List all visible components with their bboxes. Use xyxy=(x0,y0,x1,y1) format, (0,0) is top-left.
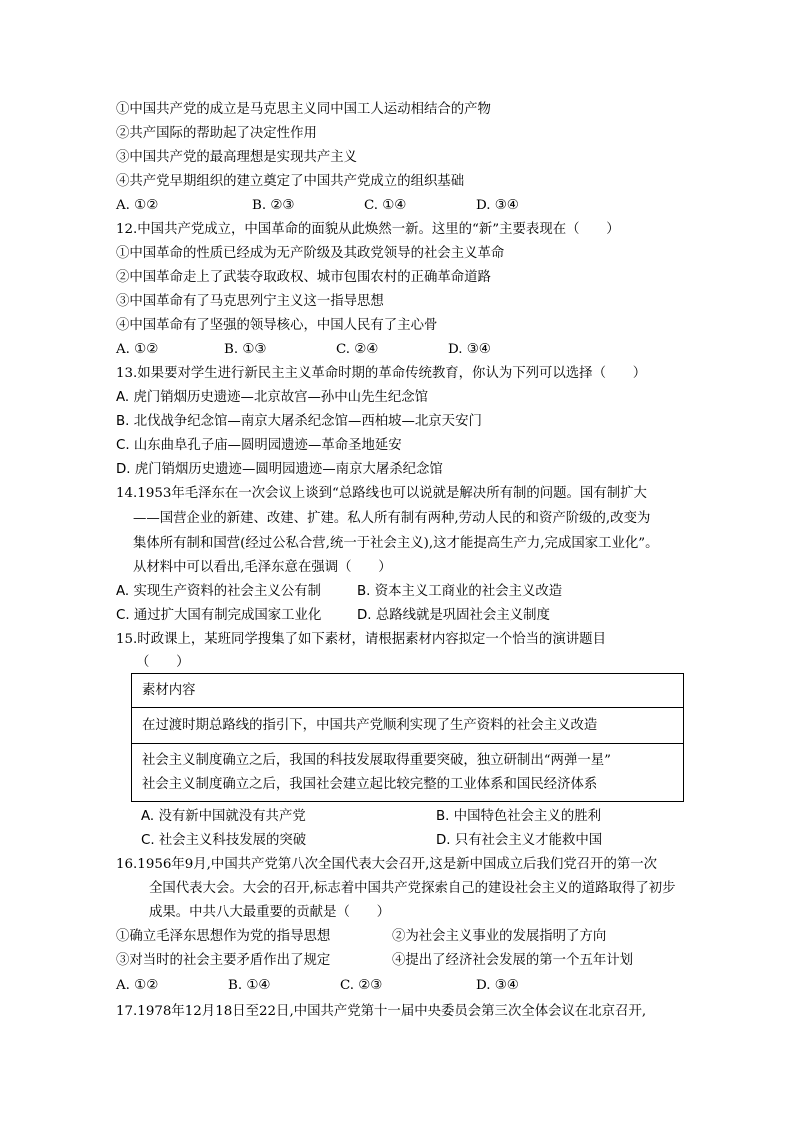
q14-option-d: D. 总路线就是巩固社会主义制度 xyxy=(357,608,550,623)
q12-option-c: C. ②④ xyxy=(336,342,379,357)
q13-option-c: C. 山东曲阜孔子庙—圆明园遗迹—革命圣地延安 xyxy=(116,438,402,453)
q15-table-row-2-line-2: 社会主义制度确立之后，我国社会建立起比较完整的工业体系和国民经济体系 xyxy=(142,776,598,792)
q15-table-header: 素材内容 xyxy=(132,674,684,708)
q15-stem: 15.时政课上，某班同学搜集了如下素材，请根据素材内容拟定一个恰当的演讲题目 xyxy=(116,632,606,647)
q12-option-a: A. ①② xyxy=(116,342,159,357)
q16-line-2: 全国代表大会。大会的召开,标志着中国共产党探索自己的建设社会主义的道路取得了初步 xyxy=(149,881,676,896)
q11-option-b: B. ②③ xyxy=(252,198,295,213)
q11-option-a: A. ①② xyxy=(116,198,159,213)
q15-option-a: A. 没有新中国就没有共产党 xyxy=(141,809,306,824)
q13-option-b: B. 北伐战争纪念馆—南京大屠杀纪念馆—西柏坡—北京天安门 xyxy=(116,414,482,429)
q11-statement-2: ②共产国际的帮助起了决定性作用 xyxy=(116,126,317,141)
q15-option-d: D. 只有社会主义才能救中国 xyxy=(436,833,603,848)
q14-line-3: 集体所有制和国营(经过公私合营,统一于社会主义),这才能提高生产力,完成国家工业化”。 xyxy=(133,536,659,551)
q15-material-table xyxy=(131,673,684,802)
q14-line-1: 14.1953年毛泽东在一次会议上谈到“总路线也可以说就是解决所有制的问题。国有制扩大 xyxy=(116,486,647,501)
q12-statement-1: ①中国革命的性质已经成为无产阶级及其政党领导的社会主义革命 xyxy=(116,246,505,261)
q16-statement-3: ③对当时的社会主要矛盾作出了规定 xyxy=(116,953,331,968)
q11-option-c: C. ①④ xyxy=(364,198,407,213)
q12-stem: 12.中国共产党成立，中国革命的面貌从此焕然一新。这里的“新”主要表现在（ ） xyxy=(116,222,620,237)
q16-line-1: 16.1956年9月,中国共产党第八次全国代表大会召开,这是新中国成立后我们党召开的第一次 xyxy=(116,857,658,872)
q16-statement-2: ②为社会主义事业的发展指明了方向 xyxy=(392,929,607,944)
q15-table-row-1: 在过渡时期总路线的指引下，中国共产党顺利实现了生产资料的社会主义改造 xyxy=(132,708,684,744)
q14-option-a: A. 实现生产资料的社会主义公有制 xyxy=(116,584,321,599)
q14-option-b: B. 资本主义工商业的社会主义改造 xyxy=(357,584,563,599)
q16-option-a: A. ①② xyxy=(116,978,159,993)
q15-answer-paren: （ ） xyxy=(136,655,190,670)
q14-line-4: 从材料中可以看出,毛泽东意在强调（ ） xyxy=(133,560,392,575)
q16-option-b: B. ①④ xyxy=(228,978,271,993)
q13-stem: 13.如果要对学生进行新民主主义革命时期的革命传统教育，你认为下列可以选择（ ） xyxy=(116,366,647,381)
q11-statement-1: ①中国共产党的成立是马克思主义同中国工人运动相结合的产物 xyxy=(116,102,491,117)
q16-statement-4: ④提出了经济社会发展的第一个五年计划 xyxy=(392,953,634,968)
q15-table-row-2-line-1: 社会主义制度确立之后，我国的科技发展取得重要突破，独立研制出“两弹一星” xyxy=(142,752,611,768)
q15-option-b: B. 中国特色社会主义的胜利 xyxy=(436,809,601,824)
q12-statement-4: ④中国革命有了坚强的领导核心，中国人民有了主心骨 xyxy=(116,318,438,333)
q12-statement-3: ③中国革命有了马克思列宁主义这一指导思想 xyxy=(116,294,384,309)
q16-statement-1: ①确立毛泽东思想作为党的指导思想 xyxy=(116,929,331,944)
q12-option-d: D. ③④ xyxy=(448,342,491,357)
q14-option-c: C. 通过扩大国有制完成国家工业化 xyxy=(116,608,322,623)
q13-option-d: D. 虎门销烟历史遗迹—圆明园遗迹—南京大屠杀纪念馆 xyxy=(116,462,443,477)
q16-line-3: 成果。中共八大最重要的贡献是（ ） xyxy=(149,905,391,920)
q16-option-d: D. ③④ xyxy=(476,978,519,993)
q11-statement-3: ③中国共产党的最高理想是实现共产主义 xyxy=(116,150,358,165)
q15-table-row-2 xyxy=(132,744,684,802)
q17-line-1: 17.1978年12月18日至22日,中国共产党第十一届中央委员会第三次全体会议在北京召开, xyxy=(116,1004,647,1019)
q16-option-c: C. ②③ xyxy=(340,978,383,993)
q11-option-d: D. ③④ xyxy=(476,198,519,213)
q12-statement-2: ②中国革命走上了武装夺取政权、城市包围农村的正确革命道路 xyxy=(116,270,491,285)
q11-statement-4: ④共产党早期组织的建立奠定了中国共产党成立的组织基础 xyxy=(116,174,465,189)
q13-option-a: A. 虎门销烟历史遗迹—北京故宫—孙中山先生纪念馆 xyxy=(116,390,429,405)
q12-option-b: B. ①③ xyxy=(224,342,267,357)
q15-option-c: C. 社会主义科技发展的突破 xyxy=(141,833,307,848)
q14-line-2: ——国营企业的新建、改建、扩建。私人所有制有两种,劳动人民的和资产阶级的,改变为 xyxy=(133,511,651,526)
